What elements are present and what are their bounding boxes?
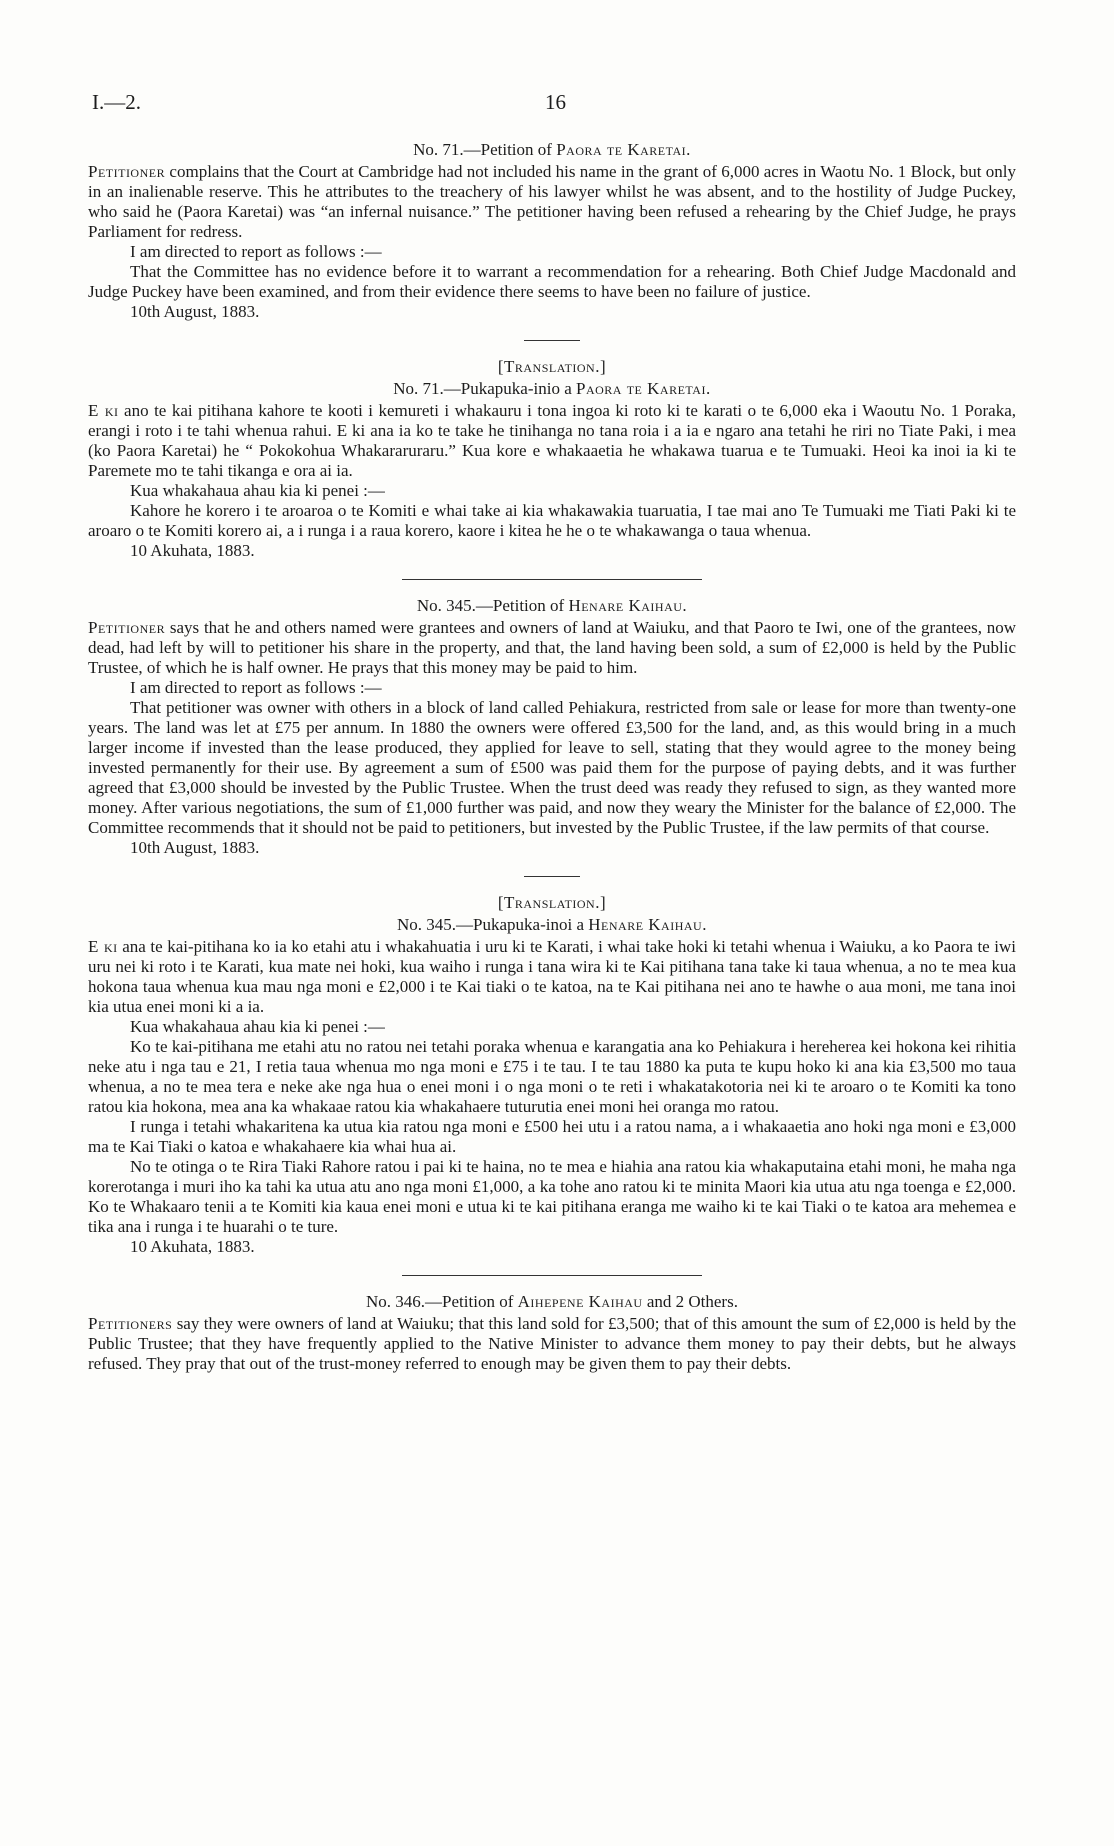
translation-345-title: No. 345.—Pukapuka-inoi a Henare Kaihau. xyxy=(397,915,707,934)
petition-346 xyxy=(88,1292,1016,1374)
directed-line: I am directed to report as follows :— xyxy=(130,242,382,261)
translation-71-title: No. 71.—Pukapuka-inio a Paora te Karetai. xyxy=(393,379,711,398)
petition-71-summary: Petitioner complains that the Court at Cambridge had not included his name in the grant of 6,000 acres in Waotu No. 1 Block, but only in an inalienable reserve. This he attributes to the treachery of his lawyer whilst he was absent, and to the hostility of Judge Puckey, who said he (Paora Karetai) was “an infernal nuisance.” The petitioner having been refused a rehearing by the Chief Judge, he prays Parliament for redress. xyxy=(88,162,1016,241)
directed-line: Kua whakahaua ahau kia ki penei :— xyxy=(130,1017,385,1036)
translation-345-report-2: I runga i tetahi whakaritena ka utua kia ratou nga moni e £500 hei utu i a ratou nama, a i whakaaetia ano hoki nga moni e £3,000 ma te Kai Tiaki o katoa e whakahaere kia whai hua ai. xyxy=(88,1117,1016,1156)
translation-345-summary: E ki ana te kai-pitihana ko ia ko etahi atu i whakahuatia i uru ki te Karati, i whai take hoki ki tetahi whenua i Waiuku, a ko Paora te iwi uru nei ki roto i te Karati, kua mate nei hoki, kua waiho i runga i tana wira ki te Kai pitihana tana take ki taua whenua, a no te mea kua hokona taua whenua kua mau nga moni e £2,000 i te Kai tiaki o te katoa, na te Kai pitihana nei ano te hawhe o aua moni, me tana inoi kia utua enei moni ki a ia. xyxy=(88,937,1017,1016)
petition-345-report: That petitioner was owner with others in a block of land called Pehiakura, restricted from sale or lease for more than twenty-one years. The land was let at £75 per annum. In 1880 the owners were offered £3,500 for the land, and, as this would bring in a much larger income if invested than the lease produced, they applied for leave to sell, stating that they would agree to the money being invested permanently for their use. By agreement a sum of £500 was paid them for the purpose of paying debts, and it was further agreed that £3,000 should be invested by the Public Trustee. When the trust deed was ready they refused to sign, as they wanted more money. After various negotiations, the sum of £1,000 further was paid, and now they weary the Minister for the balance of £2,000. The Committee recommends that it should not be paid to petitioners, but invested by the Public Trustee, if the law permits of that course. xyxy=(88,698,1016,837)
translation-71-date: 10 Akuhata, 1883. xyxy=(130,541,255,560)
section-divider xyxy=(524,876,580,877)
petition-71-title: No. 71.—Petition of Paora te Karetai. xyxy=(413,140,691,159)
translation-345-date: 10 Akuhata, 1883. xyxy=(130,1237,255,1256)
directed-line: Kua whakahaua ahau kia ki penei :— xyxy=(130,481,385,500)
petition-345-date: 10th August, 1883. xyxy=(130,838,260,857)
petitioner-name: Paora te Karetai. xyxy=(556,140,691,159)
translation-345-report-1: Ko te kai-pitihana me etahi atu no ratou nei tetahi poraka whenua e karangatia ana ko Pehiakura i hereherea kei hokona kei rihitia neke atu i nga tau e 21, I retia taua whenua mo nga moni e £75 i te tau. I te tau 1880 ka puta te kupu hoko ki ana kia £3,500 mo taua whenua, a no te mea tera e neke ake nga hua o enei moni i o nga moni o te reti i whakatakotoria nei ki te aroaro o te Komiti ka tono ratou kia hokona, mea ana ka whakaae ratou kia whakahaere tuturutia enei moni hei oranga mo ratou. xyxy=(88,1037,1016,1116)
petition-345-title: No. 345.—Petition of Henare Kaihau. xyxy=(416,596,688,615)
petition-346-summary: Petitioners say they were owners of land at Waiuku; that this land sold for £3,500; that of this amount the sum of £2,000 is held by the Public Trustee; that they have frequently applied to the Native Minister to advance them money to pay their debts, but he always refused. They pray that out of the trust-money referred to enough may be given them to pay their debts. xyxy=(88,1314,1016,1373)
translation-345-report-3: No te otinga o te Rira Tiaki Rahore ratou i pai ki te haina, no te mea e hiahia ana ratou kia whakaputaina etahi moni, he maha nga korerotanga i muri iho ka tahi ka utua atu ano nga moni £1,000, a ka tohe ano ratou ki te minita Maori kia utua atu nga toenga e £2,000. Ko te Whakaaro tenii a te Komiti kia kaua enei moni e utua ki te kai pitihana eranga me waiho ki te kai Tiaki o te katoa ara mehemea e tika ana i runga i te huarahi o te ture. xyxy=(88,1157,1016,1236)
section-divider xyxy=(402,1275,702,1276)
page-number: 16 xyxy=(545,90,566,114)
document-reference: I.—2. xyxy=(92,90,141,114)
section-divider xyxy=(402,579,702,580)
petition-71-report: That the Committee has no evidence before it to warrant a recommendation for a rehearing. Both Chief Judge Macdonald and Judge Puckey have been examined, and from their evidence there seems to have been no failure of justice. xyxy=(88,262,1016,301)
section-divider xyxy=(524,340,580,341)
translation-71-summary: E ki ano te kai pitihana kahore te kooti i kemureti i whakauru i tona ingoa ki roto ki te karati o te 6,000 eka i Waoutu No. 1 Poraka, erangi i roto i te tahi whenua rahui. E ki ana ia ko te take he tinihanga no tana roia i a ia e ngaro ana tetahi he riri no Tiate Paki, i mea (ko Paora Karetai) he “ Pokokohua Whakararuraru.” Kua kore e whakaaetia he whakawa tuarua e te Tumuaki. Heoi ka inoi ia ki te Paremete mo te tahi tikanga e ora ai ia. xyxy=(88,401,1017,480)
petition-346-title: No. 346.—Petition of Aihepene Kaihau and 2 Others. xyxy=(366,1292,738,1311)
petition-345-summary: Petitioner says that he and others named were grantees and owners of land at Waiuku, and that Paoro te Iwi, one of the grantees, now dead, had left by will to petitioner his share in the property, and that, the land having been sold, a sum of £2,000 is held by the Public Trustee, of which he is half owner. He prays that this money may be paid to him. xyxy=(88,618,1016,677)
directed-line: I am directed to report as follows :— xyxy=(130,678,382,697)
translation-label: [Translation.] xyxy=(497,357,607,376)
petition-345 xyxy=(88,596,1016,858)
petition-71 xyxy=(88,140,1016,322)
translation-71 xyxy=(88,357,1016,561)
translation-71-report: Kahore he korero i te aroaroa o te Komiti e whai take ai kia whakawakia tuaruatia, I tae mai ano Te Tumuaki me Tiati Paki ki te aroaro o te Komiti korero ai, a i runga i a raua korero, kaore i kitea he he o te whakawanga o taua whenua. xyxy=(88,501,1016,540)
translation-345 xyxy=(88,893,1016,1257)
translation-label: [Translation.] xyxy=(497,893,607,912)
document-body xyxy=(88,140,1016,1374)
petition-71-date: 10th August, 1883. xyxy=(130,302,260,321)
